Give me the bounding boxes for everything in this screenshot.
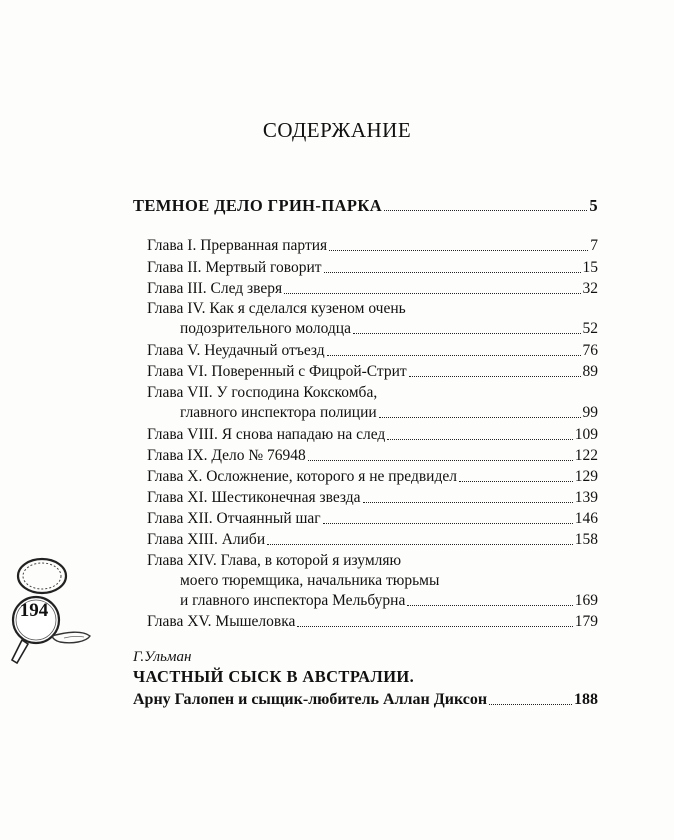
chapter-page: 146 <box>574 510 598 527</box>
leader-dots <box>379 416 581 418</box>
leader-dots <box>297 625 572 627</box>
leader-dots <box>407 604 572 606</box>
chapter-11-entry[interactable] <box>147 488 598 508</box>
leader-dots <box>409 375 581 377</box>
part2-subtitle: Арну Галопен и сыщик-любитель Аллан Диксон <box>133 691 488 708</box>
chapter-label: Глава II. Мертвый говорит <box>147 259 322 276</box>
chapter-label: Глава XV. Мышеловка <box>147 613 296 630</box>
chapter-10-entry[interactable] <box>147 467 598 487</box>
chapter-page: 15 <box>582 259 598 276</box>
chapter-page: 158 <box>574 531 598 548</box>
part2-title[interactable]: ЧАСТНЫЙ СЫСК В АВСТРАЛИИ. <box>133 667 415 686</box>
chapter-label-cont: и главного инспектора Мельбурна <box>180 592 406 609</box>
leader-dots <box>387 438 572 440</box>
chapter-14-label-cont[interactable]: моего тюремщика, начальника тюрьмы <box>180 572 440 589</box>
chapter-13-entry[interactable] <box>147 530 598 550</box>
chapter-page: 169 <box>574 592 598 609</box>
leader-dots <box>267 543 573 545</box>
chapter-label: Глава XIII. Алиби <box>147 531 266 548</box>
chapter-9-entry[interactable] <box>147 446 598 466</box>
chapter-page: 76 <box>582 342 598 359</box>
leader-dots <box>459 480 573 482</box>
chapter-4-entry[interactable] <box>180 319 598 339</box>
page-number: 194 <box>19 600 49 621</box>
chapter-1-entry[interactable] <box>147 236 598 256</box>
leader-dots <box>323 522 573 524</box>
leader-dots <box>327 354 581 356</box>
part1-page: 5 <box>589 196 598 215</box>
chapter-page: 109 <box>574 426 598 443</box>
part2-author: Г.Ульман <box>133 649 192 665</box>
leader-dots <box>329 249 588 251</box>
chapter-page: 99 <box>582 404 598 421</box>
chapter-page: 179 <box>574 613 598 630</box>
leader-dots <box>363 501 573 503</box>
leader-dots <box>308 459 573 461</box>
chapter-label: Глава IX. Дело № 76948 <box>147 447 306 464</box>
chapter-7-label[interactable]: Глава VII. У господина Кокскомба, <box>147 384 378 401</box>
chapter-3-entry[interactable] <box>147 279 598 299</box>
part1-entry[interactable] <box>133 196 598 216</box>
part1-title: ТЕМНОЕ ДЕЛО ГРИН-ПАРКА <box>133 196 383 215</box>
leader-dots <box>324 271 581 273</box>
leader-dots <box>353 332 581 334</box>
chapter-label: Глава III. След зверя <box>147 280 283 297</box>
page-heading: СОДЕРЖАНИЕ <box>262 118 412 142</box>
part2-entry[interactable] <box>133 690 598 710</box>
chapter-7-entry[interactable] <box>180 403 598 423</box>
chapter-page: 7 <box>590 237 598 254</box>
chapter-label: Глава V. Неудачный отъезд <box>147 342 325 359</box>
chapter-page: 89 <box>582 363 598 380</box>
chapter-4-label[interactable]: Глава IV. Как я сделался кузеном очень <box>147 300 406 317</box>
chapter-label: Глава XI. Шестиконечная звезда <box>147 489 361 506</box>
chapter-14-entry[interactable] <box>180 591 598 611</box>
chapter-label: Глава VIII. Я снова нападаю на след <box>147 426 386 443</box>
chapter-page: 139 <box>574 489 598 506</box>
part2-page: 188 <box>574 691 598 708</box>
chapter-label-cont: подозрительного молодца <box>180 320 351 337</box>
chapter-page: 129 <box>574 468 598 485</box>
chapter-6-entry[interactable] <box>147 362 598 382</box>
chapter-label: Глава X. Осложнение, которого я не предвидел <box>147 468 457 485</box>
chapter-label-cont: главного инспектора полиции <box>180 404 377 421</box>
chapter-2-entry[interactable] <box>147 258 598 278</box>
leader-dots <box>284 292 580 294</box>
chapter-12-entry[interactable] <box>147 509 598 529</box>
chapter-14-label[interactable]: Глава XIV. Глава, в которой я изумляю <box>147 552 402 569</box>
chapter-15-entry[interactable] <box>147 612 598 632</box>
chapter-8-entry[interactable] <box>147 425 598 445</box>
chapter-page: 32 <box>582 280 598 297</box>
chapter-label: Глава I. Прерванная партия <box>147 237 328 254</box>
chapter-label: Глава XII. Отчаянный шаг <box>147 510 321 527</box>
chapter-page: 122 <box>574 447 598 464</box>
chapter-page: 52 <box>582 320 598 337</box>
chapter-label: Глава VI. Поверенный с Фицрой-Стрит <box>147 363 407 380</box>
leader-dots <box>384 209 587 211</box>
chapter-5-entry[interactable] <box>147 341 598 361</box>
leader-dots <box>489 703 572 705</box>
